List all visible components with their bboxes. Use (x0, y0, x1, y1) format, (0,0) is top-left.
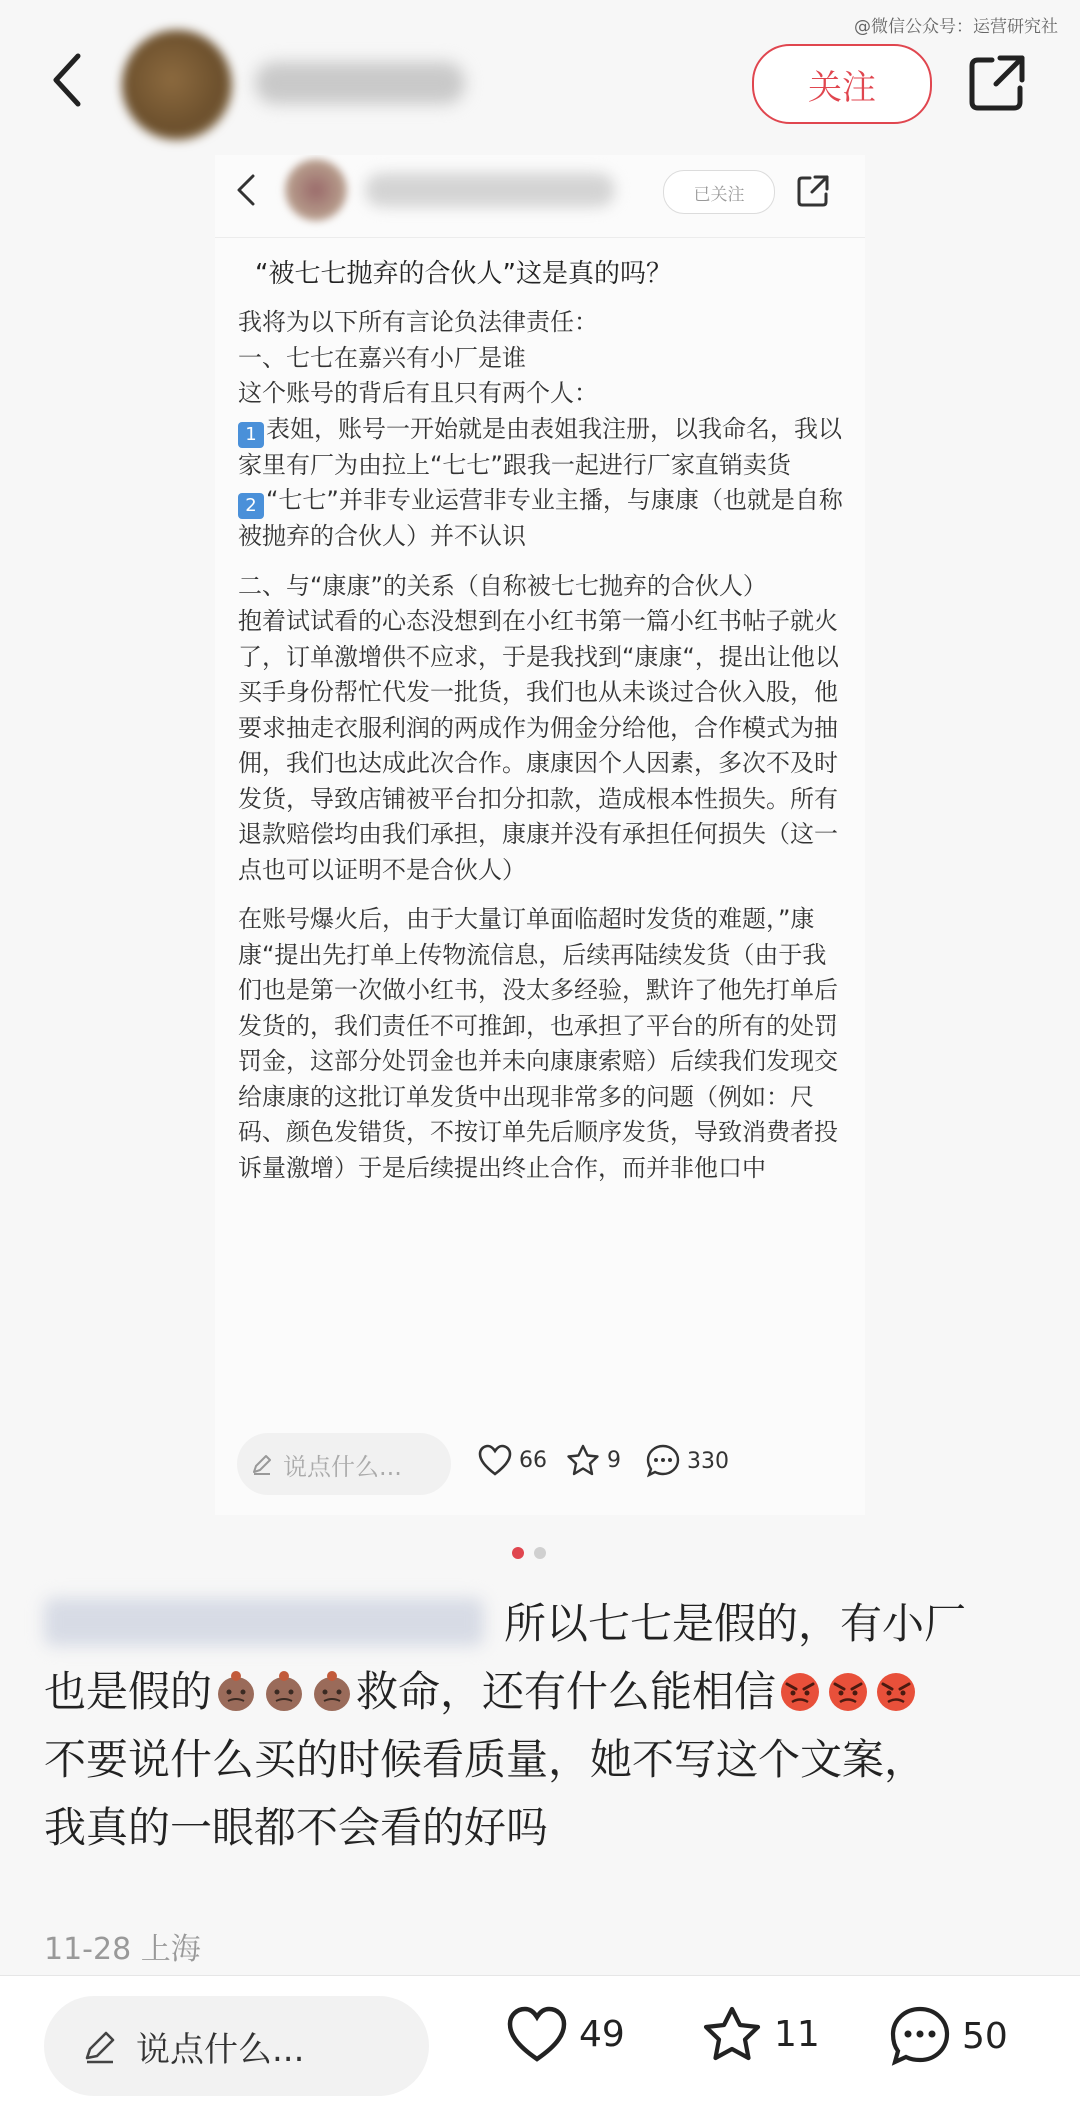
paragraph: 抱着试试看的心态没想到在小红书第一篇小红书帖子就火了，订单激增供不应求，于是我找到“康康“，提出让他以买手身份帮忙代发一批货，我们也从未谈过合伙入股，他要求抽走衣服利润的两成作为佣金分给他，合作模式为抽佣，我们也达成此次合作。康康因个人因素，多次不及时发货，导致店铺被平台扣分扣款，造成根本性损失。所有退款赔偿均由我们承担，康康并没有承担任何损失（这一点也可以证明不是合伙人） (238, 607, 839, 884)
star-icon (700, 2004, 764, 2064)
star-icon (565, 1443, 601, 1477)
username-blurred (365, 173, 615, 207)
watermark: @微信公众号：运营研究社 (854, 17, 1058, 37)
post-date-location: 11-28 上海 (44, 1932, 201, 1967)
like-button[interactable] (505, 2004, 625, 2064)
angry-emoji-icon (825, 1668, 871, 1714)
angry-emoji-icon (873, 1668, 919, 1714)
caption-line: 我真的一眼都不会看的好吗 (44, 1803, 549, 1852)
comment-input (237, 1433, 451, 1495)
comment-input[interactable] (44, 1996, 429, 2096)
paragraph-text: 表姐，账号一开始就是由表姐我注册，以我命名，我以家里有厂为由拉上“七七”跟我一起进行厂家直销卖货 (238, 414, 842, 479)
author-name-blurred[interactable] (255, 62, 465, 104)
caption-line: 不要说什么买的时候看质量，她不写这个文案， (44, 1735, 927, 1784)
mention-blurred[interactable] (44, 1598, 484, 1646)
post-image[interactable] (215, 155, 865, 1515)
paragraph: 我将为以下所有言论负法律责任： (238, 308, 598, 336)
caption-line (44, 1658, 1044, 1726)
star-button[interactable] (700, 2004, 820, 2064)
caption-text: 也是假的 (44, 1667, 213, 1716)
caption-line (44, 1590, 1044, 1658)
divider (215, 237, 865, 238)
paragraph-text: “七七”并非专业运营非专业主播，与康康（也就是自称被抛弃的合伙人）并不认识 (238, 486, 843, 550)
like-count: 66 (519, 1447, 547, 1473)
paragraph: 二、与“康康”的关系（自称被七七抛弃的合伙人） (238, 571, 767, 600)
post-title: “被七七抛弃的合伙人”这是真的吗？ (255, 259, 672, 289)
post-body (238, 305, 843, 1186)
like-count: 49 (579, 2013, 625, 2055)
comment-placeholder: 说点什么... (283, 1452, 402, 1481)
paragraph (238, 412, 843, 484)
top-bar (0, 0, 1080, 170)
star-count: 11 (774, 2013, 820, 2055)
paragraph: 在账号爆火后，由于大量订单面临超时发货的难题，”康康“提出先打单上传物流信息，后续再陆续发货（由于我们也是第一次做小红书，没太多经验，默许了他先打单后发货的，我们责任不可推卸，也承担了平台的所有的处罚罚金，这部分处罚金也并未向康康索赔）后续我们发现交给康康的这批订单发货中出现非常多的问题（例如：尺码、颜色发错货，不按订单先后顺序发货，导致消费者投诉量激增）于是后续提出终止合作，而并非他口中 (238, 905, 838, 1182)
heart-icon (505, 2004, 569, 2064)
back-icon[interactable] (48, 50, 88, 110)
comment-count: 330 (687, 1448, 729, 1474)
star-count: 9 (607, 1447, 621, 1473)
number-two-icon: 2 (238, 493, 264, 519)
followed-badge: 已关注 (663, 170, 775, 214)
share-icon[interactable] (966, 52, 1028, 114)
back-icon (235, 173, 257, 207)
post-caption (44, 1590, 1044, 1862)
comment-icon (645, 1443, 681, 1479)
caption-text: 所以七七是假的，有小厂 (504, 1599, 967, 1648)
comment-button[interactable] (888, 2004, 1008, 2068)
heart-icon (477, 1443, 513, 1477)
comment-placeholder: 说点什么... (136, 2029, 305, 2070)
carousel-indicator (512, 1547, 546, 1559)
avatar (285, 159, 347, 221)
facepalm-emoji-icon (309, 1668, 355, 1714)
caption-text: 救命，还有什么能相信 (356, 1667, 777, 1716)
comment-count: 50 (962, 2015, 1008, 2057)
facepalm-emoji-icon (213, 1668, 259, 1714)
carousel-dot (534, 1547, 546, 1559)
share-icon (795, 173, 831, 209)
facepalm-emoji-icon (261, 1668, 307, 1714)
like-stat (477, 1443, 547, 1477)
star-stat (565, 1443, 621, 1477)
number-one-icon: 1 (238, 422, 264, 448)
follow-button[interactable]: 关注 (752, 44, 932, 124)
angry-emoji-icon (777, 1668, 823, 1714)
author-avatar[interactable] (122, 30, 232, 140)
paragraph: 这个账号的背后有且只有两个人： (238, 379, 598, 407)
paragraph: 一、七七在嘉兴有小厂是谁 (238, 343, 526, 372)
pen-icon (82, 2028, 118, 2064)
comment-icon (888, 2004, 952, 2068)
carousel-dot-active (512, 1547, 524, 1559)
bottom-action-bar (0, 1976, 1080, 2127)
paragraph (238, 483, 843, 555)
inner-action-bar (215, 1427, 865, 1515)
comment-stat (645, 1443, 729, 1479)
pen-icon (251, 1453, 273, 1475)
